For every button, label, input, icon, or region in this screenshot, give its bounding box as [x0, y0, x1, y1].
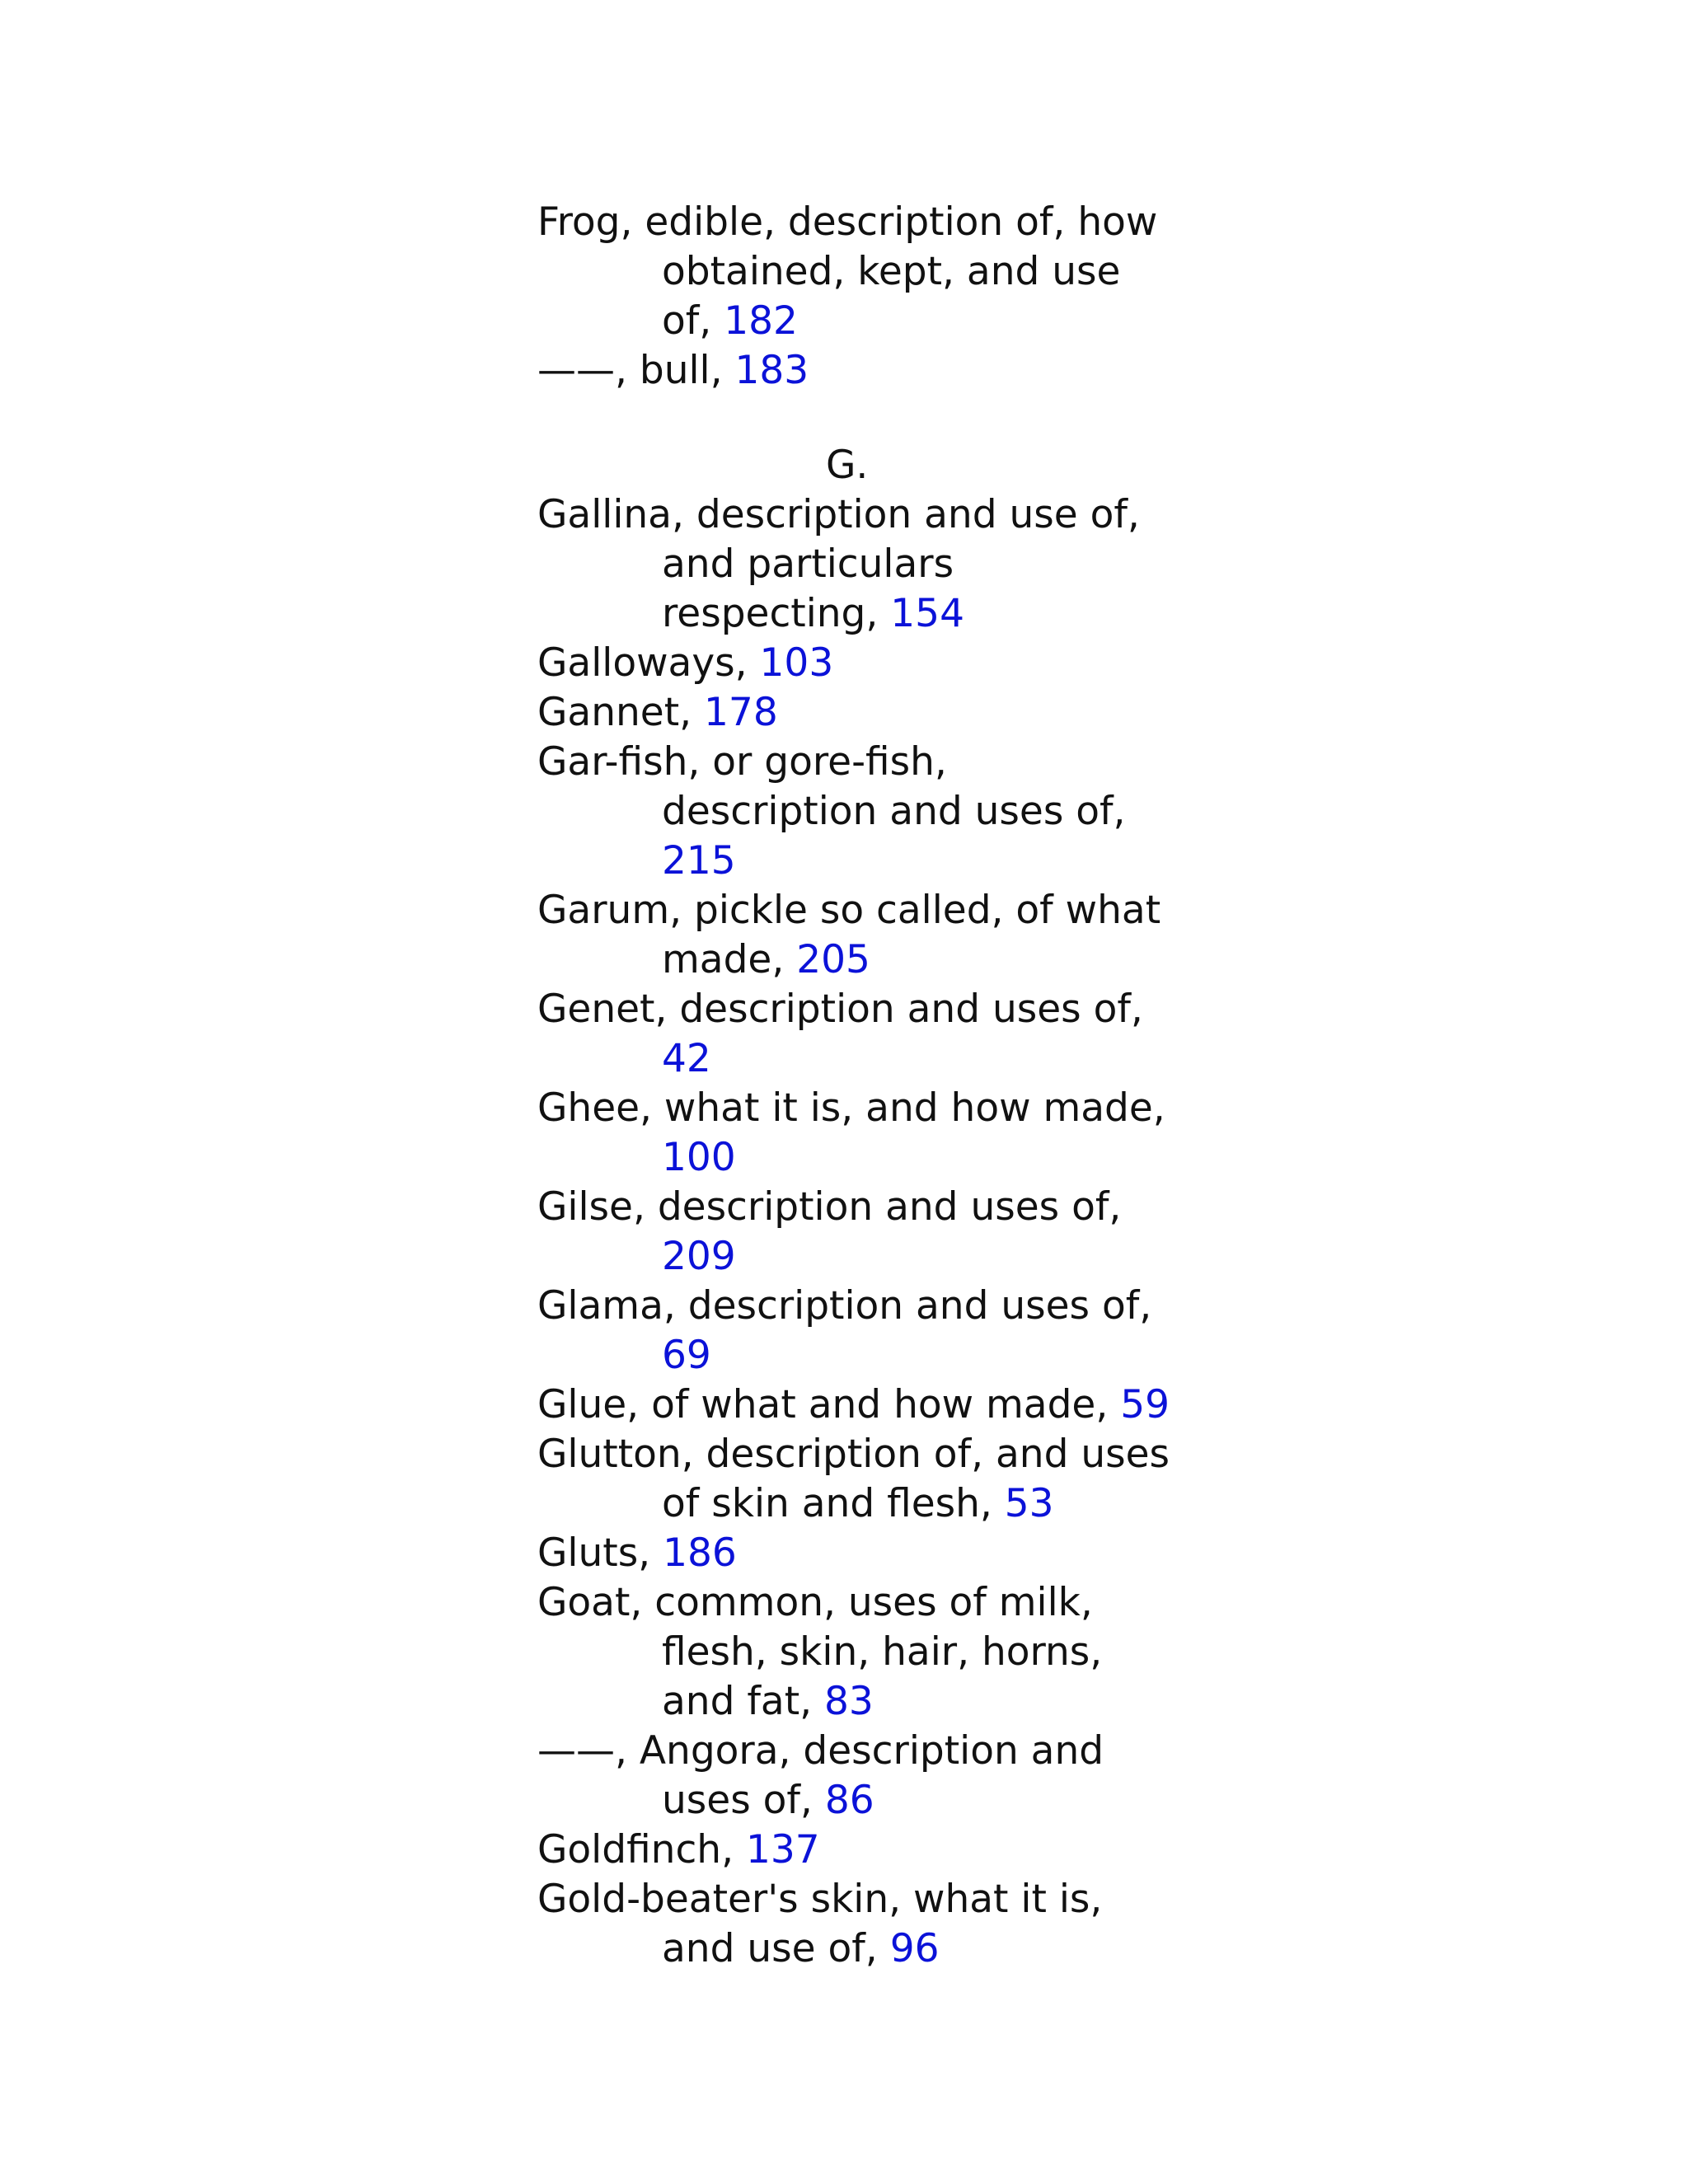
index-entry-text: Gallina, description and use of, [537, 492, 1140, 537]
index-entry [537, 1282, 1164, 1380]
index-entry-term [537, 639, 1164, 688]
page-number-link[interactable]: 215 [662, 838, 736, 883]
index-entries-g [537, 490, 1170, 1974]
index-entry-continuation [537, 297, 1164, 346]
index-entry-text: of skin and flesh, [662, 1481, 1005, 1526]
page-number-link[interactable]: 83 [824, 1679, 874, 1724]
index-entry [537, 1084, 1164, 1183]
index-entry-term [537, 886, 1164, 935]
page-number-link[interactable]: 182 [724, 298, 798, 344]
index-entry [537, 1727, 1164, 1825]
index-entry-text: Gluts, [537, 1530, 663, 1576]
index-entry-text: obtained, kept, and use [662, 249, 1121, 294]
page-number-link[interactable]: 154 [890, 591, 964, 636]
page-number-link[interactable]: 69 [662, 1333, 711, 1378]
index-entry-term [537, 1430, 1170, 1479]
index-entry-term [537, 1578, 1164, 1628]
index-entry [537, 198, 1164, 346]
index-entry-text: Gar-fish, or gore-fish, [537, 739, 947, 785]
index-entry-term [537, 1282, 1164, 1331]
index-entry [537, 1529, 1164, 1578]
index-entry-term [537, 490, 1164, 540]
index-entry-term [537, 1875, 1164, 1924]
index-entry-text: Genet, description and uses of, [537, 987, 1143, 1032]
index-entry-text: of, [662, 298, 724, 344]
index-entry-continuation [537, 1924, 1164, 1974]
index-entry [537, 738, 1164, 886]
index-entry-text: made, [662, 937, 797, 982]
index-entry-text: Goldfinch, [537, 1827, 746, 1872]
index-entry [537, 886, 1164, 985]
index-entry-text: Gannet, [537, 690, 705, 735]
index-entry-continuation [537, 837, 1164, 886]
index-entry-text: Gilse, description and uses of, [537, 1184, 1122, 1230]
index-entry-continuation [537, 935, 1164, 985]
page-number-link[interactable]: 42 [662, 1036, 711, 1081]
index-entry [537, 490, 1164, 639]
index-entry [537, 346, 1164, 396]
index-entry-continuation [537, 1034, 1164, 1084]
index-entry-text: Gold-beater's skin, what it is, [537, 1877, 1103, 1922]
index-entry-term [537, 738, 1164, 787]
index-entry-text: Frog, edible, description of, how [537, 199, 1158, 245]
index-page [537, 198, 1170, 1974]
index-entry-text: Goat, common, uses of milk, [537, 1580, 1093, 1625]
index-entry-term [537, 1825, 1164, 1875]
index-entry [537, 1380, 1170, 1430]
index-entry-term [537, 1529, 1164, 1578]
index-entry-term [537, 1727, 1164, 1776]
page-number-link[interactable]: 103 [759, 640, 834, 686]
index-entry [537, 1430, 1170, 1529]
index-entry-text: description and uses of, [662, 789, 1126, 834]
index-entries-before [537, 198, 1164, 396]
index-entry-term [537, 1183, 1164, 1232]
index-entry-text: and fat, [662, 1679, 825, 1724]
index-entry-text: and use of, [662, 1926, 890, 1971]
index-entry-continuation [537, 1331, 1164, 1380]
page-number-link[interactable]: 86 [824, 1778, 874, 1823]
page-number-link[interactable]: 137 [745, 1827, 820, 1872]
index-entry-text: Garum, pickle so called, of what [537, 888, 1161, 933]
index-entry-continuation [537, 1133, 1164, 1183]
index-entry [537, 985, 1164, 1084]
index-entry [537, 688, 1164, 738]
index-entry-continuation [537, 589, 1164, 639]
index-entry-continuation [537, 1628, 1164, 1677]
index-entry-continuation [537, 1677, 1164, 1727]
index-entry [537, 1875, 1164, 1974]
index-entry-text: Glue, of what and how made, [537, 1382, 1121, 1427]
index-entry-term [537, 688, 1164, 738]
index-entry-text: and particulars [662, 541, 954, 587]
index-entry-continuation [537, 1776, 1164, 1825]
page-number-link[interactable]: 183 [734, 348, 809, 393]
index-entry-term [537, 198, 1164, 247]
page-number-link[interactable]: 53 [1004, 1481, 1054, 1526]
index-entry-text: uses of, [662, 1778, 825, 1823]
page-number-link[interactable]: 178 [704, 690, 778, 735]
index-entry-text: flesh, skin, hair, horns, [662, 1629, 1103, 1675]
index-entry-text: ——, bull, [537, 348, 735, 393]
index-entry-continuation [537, 540, 1164, 589]
index-entry-text: Glama, description and uses of, [537, 1283, 1152, 1329]
page-number-link[interactable]: 96 [889, 1926, 940, 1971]
index-entry-text: Glutton, description of, and uses [537, 1432, 1170, 1477]
index-entry [537, 1578, 1164, 1727]
index-entry-text: Galloways, [537, 640, 760, 686]
section-letter-heading: G. [826, 443, 869, 488]
section-spacer [537, 396, 1164, 441]
page-number-link[interactable]: 186 [663, 1530, 737, 1576]
index-entry-continuation [537, 1479, 1164, 1529]
index-entry [537, 1825, 1164, 1875]
index-entry-term [537, 1380, 1170, 1430]
index-entry-term [537, 1084, 1164, 1133]
index-entry [537, 1183, 1164, 1282]
index-entry-term [537, 985, 1164, 1034]
page-number-link[interactable]: 100 [662, 1135, 736, 1180]
index-entry-text: respecting, [662, 591, 891, 636]
index-entry-continuation [537, 247, 1164, 297]
index-entry-continuation [537, 1232, 1164, 1282]
page-number-link[interactable]: 209 [662, 1234, 736, 1279]
page-number-link[interactable]: 59 [1120, 1382, 1170, 1427]
index-entry-text: Ghee, what it is, and how made, [537, 1085, 1165, 1131]
index-entry [537, 639, 1164, 688]
index-entry-term [537, 346, 1164, 396]
page-number-link[interactable]: 205 [796, 937, 870, 982]
index-entry-continuation [537, 787, 1164, 837]
index-entry-text: ——, Angora, description and [537, 1728, 1104, 1774]
